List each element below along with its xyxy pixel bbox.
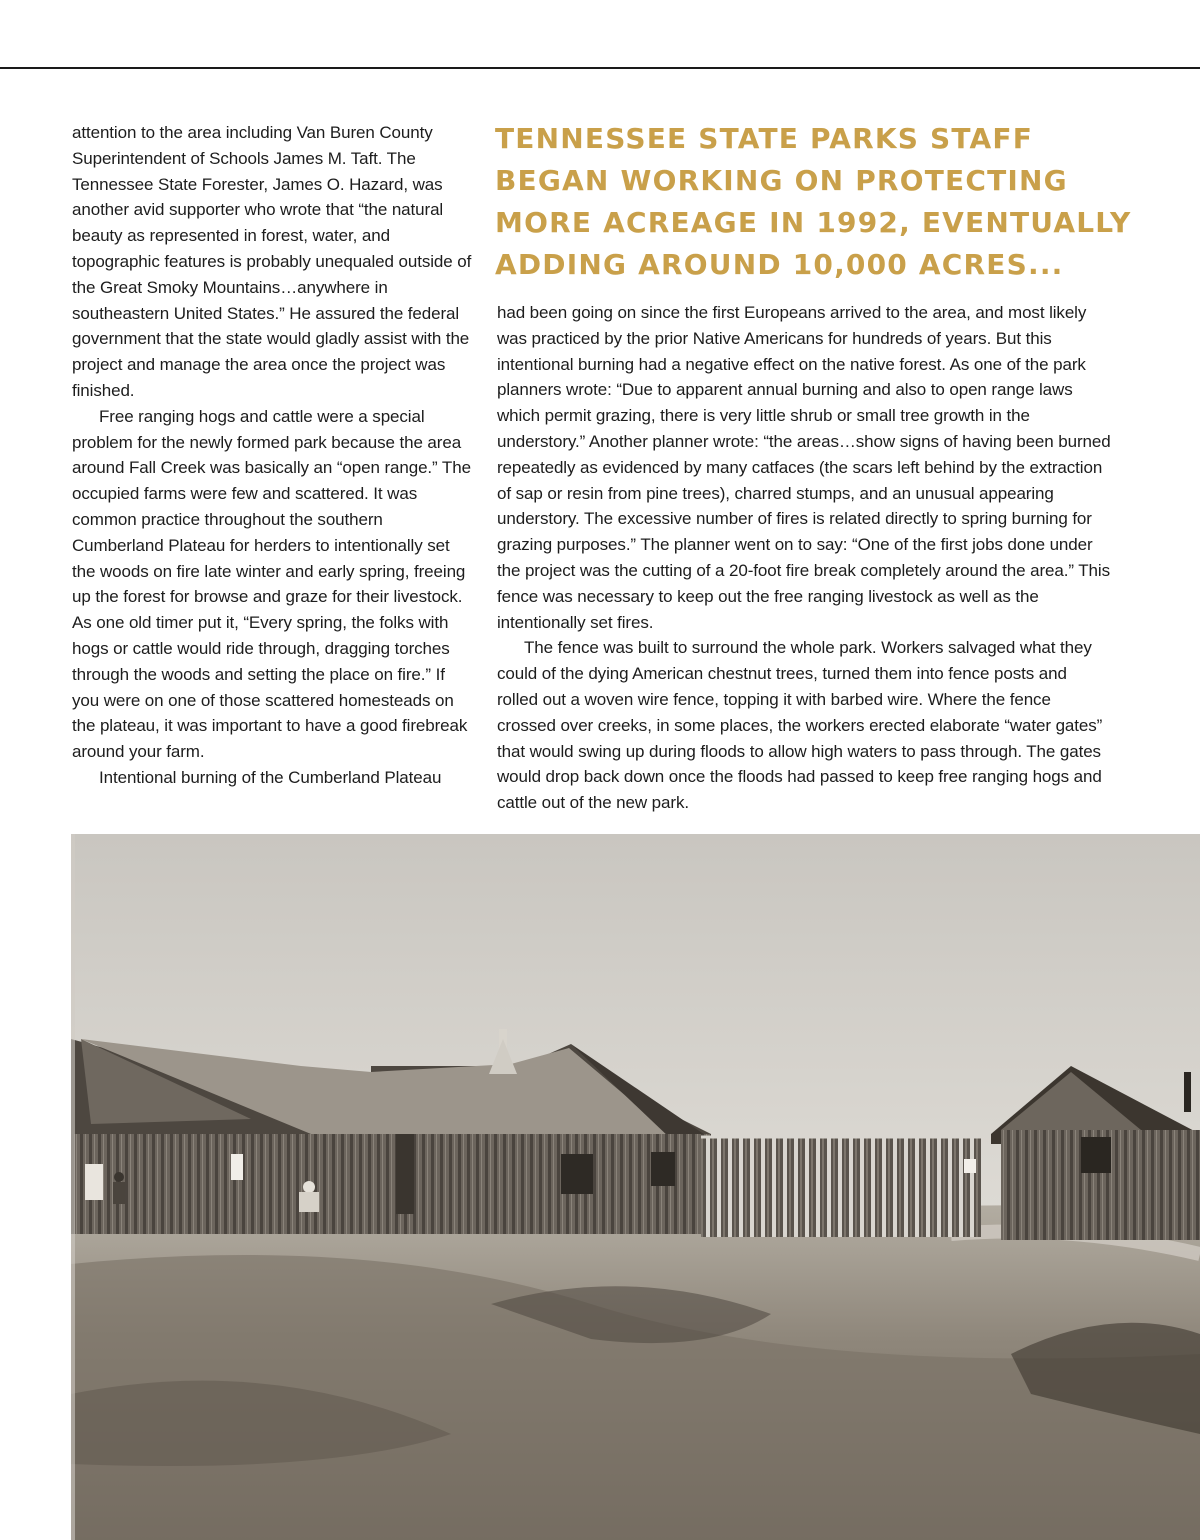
historic-photo-cabins-and-fence xyxy=(71,834,1200,1540)
top-divider-rule xyxy=(0,67,1200,69)
body-paragraph: had been going on since the first Europeans arrived to the area, and most likely was practiced by the prior Native Americans for hundreds of years. But this intentional burning had a negative effect on the native forest. As one of the park planners wrote: “Due to apparent annual burning and also to open range laws which permit grazing, there is very little shrub or small tree growth in the understory.” Another planner wrote: “the areas…show signs of having been burned repeatedly as evidenced by many catfaces (the scars left behind by the extraction of sap or resin from pine trees), charred stumps, and an unusual appearing understory. The excessive number of fires is related directly to spring burning for grazing purposes.” The planner went on to say: “One of the first jobs done under the project was the cutting of a 20-foot fire break completely around the area.” This fence was necessary to keep out the free ranging livestock as well as the intentionally set fires. xyxy=(497,303,1111,632)
pull-quote: TENNESSEE STATE PARKS STAFF BEGAN WORKING ON PROTECTING MORE ACREAGE IN 1992, EVENTUALLY ADDING AROUND 10,000 ACRES... xyxy=(495,122,1132,281)
left-text-column xyxy=(72,120,472,791)
body-paragraph: The fence was built to surround the whole park. Workers salvaged what they could of the dying American chestnut trees, turned them into fence posts and rolled out a woven wire fence, topping it with barbed wire. Where the fence crossed over creeks, in some places, the workers erected elaborate “water gates” that would swing up during floods to allow high waters to pass through. The gates would drop back down once the floods had passed to keep free ranging hogs and cattle out of the new park. xyxy=(497,638,1103,813)
body-paragraph: Free ranging hogs and cattle were a special problem for the newly formed park because the area around Fall Creek was basically an “open range.” The occupied farms were few and scattered. It was common practice throughout the southern Cumberland Plateau for herders to intentionally set the woods on fire late winter and early spring, freeing up the forest for browse and graze for their livestock. As one old timer put it, “Every spring, the folks with hogs or cattle would ride through, dragging torches through the woods and setting the place on fire.” If you were on one of those scattered homesteads on the plateau, it was important to have a good firebreak around your farm. xyxy=(72,406,471,762)
right-text-column xyxy=(497,300,1112,816)
body-paragraph: attention to the area including Van Buren County Superintendent of Schools James M. Taft. The Tennessee State Forester, James O. Hazard, was another avid supporter who wrote that “the natural beauty as represented in forest, water, and topographic features is probably unequaled outside of the Great Smoky Mountains…anywhere in southeastern United States.” He assured the federal government that the state would gladly assist with the project and manage the area once the project was finished. xyxy=(72,123,472,400)
body-paragraph: Intentional burning of the Cumberland Plateau xyxy=(99,767,442,787)
